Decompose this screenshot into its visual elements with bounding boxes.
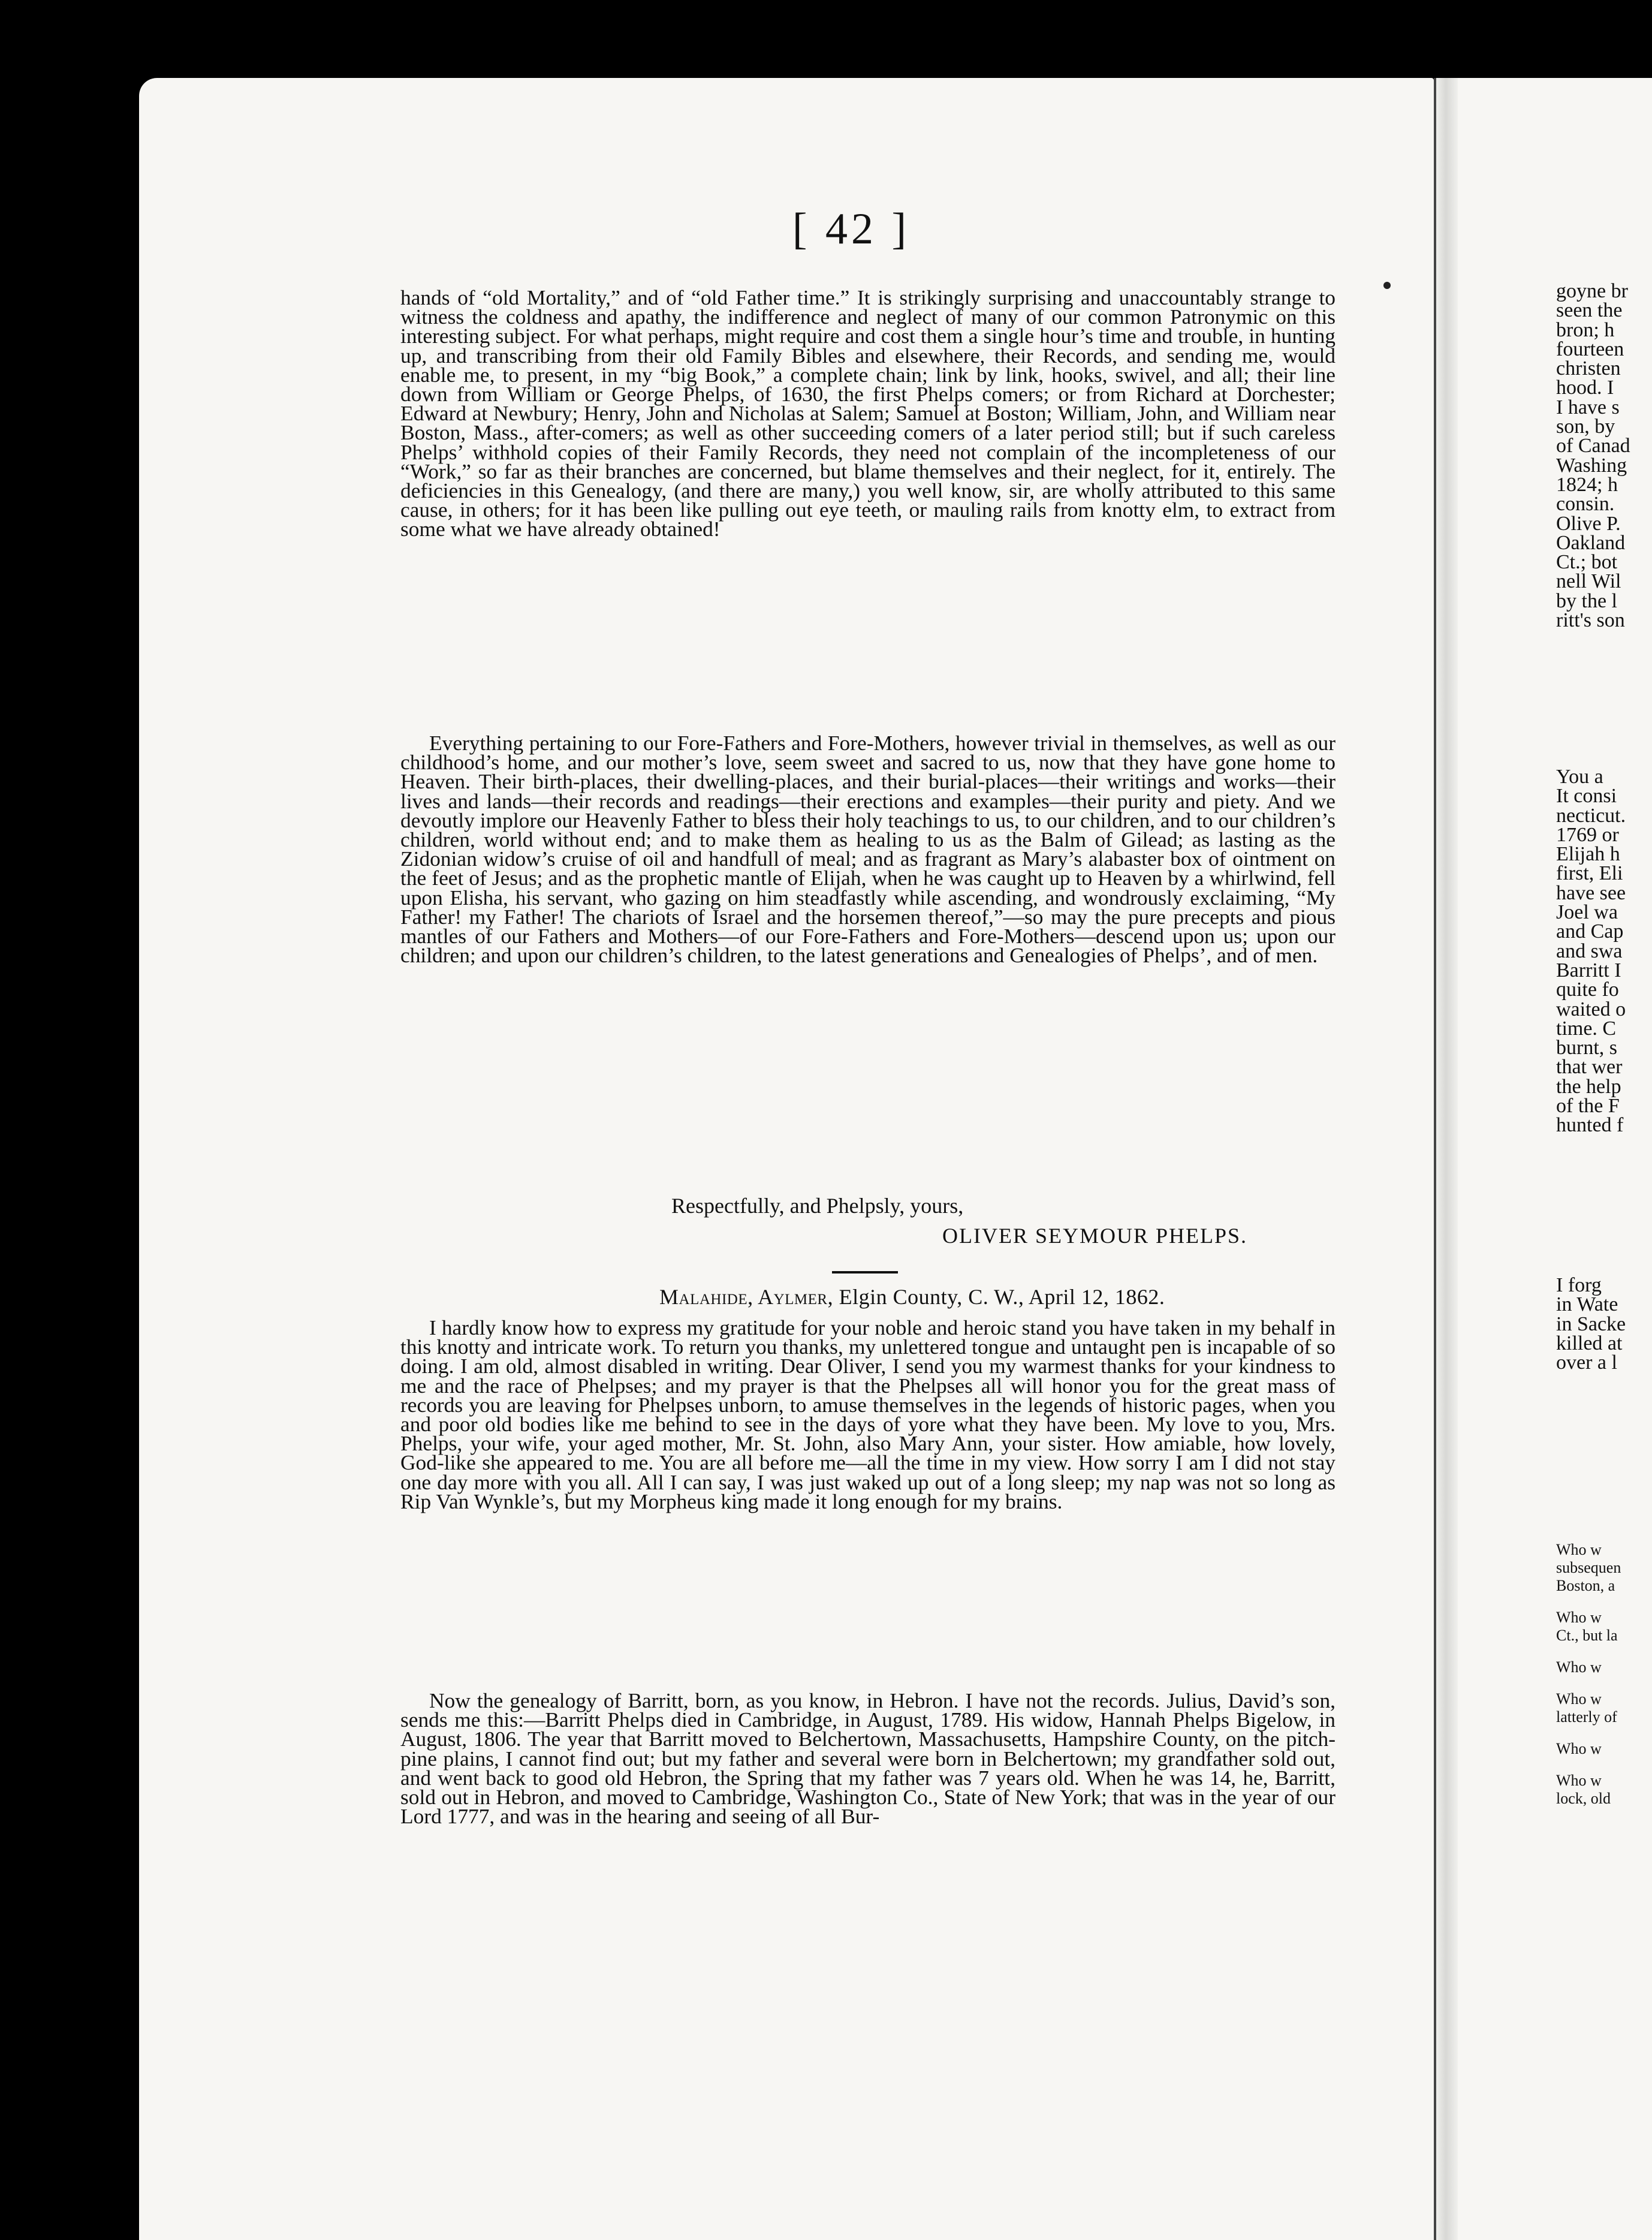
right-page-note [1556, 1740, 1652, 1758]
right-page-line: waited o [1556, 998, 1626, 1020]
right-page-note-line: Who w [1556, 1690, 1602, 1708]
right-page-line: Washing [1556, 454, 1627, 477]
right-page-line: ritt's son [1556, 609, 1625, 631]
paragraph-fore-fathers [400, 731, 1336, 968]
right-page-line: Joel wa [1556, 901, 1618, 924]
right-page-line: hunted f [1556, 1114, 1624, 1136]
right-page-line: and Cap [1556, 920, 1624, 943]
right-page-line: of Canad [1556, 435, 1630, 457]
right-page-line: the help [1556, 1075, 1621, 1098]
right-page-line: hood. I [1556, 377, 1614, 399]
gutter-shadow [1434, 78, 1436, 2240]
right-page-line: son, by [1556, 416, 1615, 438]
right-page-line: quite fo [1556, 979, 1619, 1001]
right-page-note-line: lock, old [1556, 1790, 1611, 1807]
paragraph-text: I hardly know how to express my gratitude for your noble and heroic stand you have taken in my behalf in this knotty and intricate work. To return you thanks, my unlettered tongue and untaught pen is incapable of so doing. I am old, almost disabled in writing. Dear Oliver, I send you my warmest thanks for your kindness to me and the race of Phelpses; and my prayer is that the Phelpses all will honor you for the great mass of records you are leaving for Phelpses unborn, to amuse themselves in the legends of historic pages, when you and poor old bodies like me behind to see in the days of yore what they have been. My love to you, Mrs. Phelps, your wife, your aged mother, Mr. St. John, also Mary Ann, your sister. How amiable, how lovely, God-like she appeared to me. You are all before me—all the time in my view. How sorry I am I did not stay one day more with you all. All I can say, I was just waked up out of a long sleep; my nap was not so long as Rip Van Wynkle’s, but my Morpheus king made it long enough for my brains. [400, 1315, 1336, 1513]
letter-closing: Respectfully, and Phelpsly, yours, [671, 1194, 964, 1218]
right-page-line: Elijah h [1556, 843, 1620, 866]
right-page-line: Oakland [1556, 531, 1626, 554]
right-page-line: Ct.; bot [1556, 551, 1618, 574]
right-page-line: Olive P. [1556, 512, 1621, 535]
right-page-note [1556, 1772, 1652, 1808]
right-page-note-line: Who w [1556, 1541, 1602, 1558]
right-page-note-line: Who w [1556, 1609, 1602, 1626]
right-page-note-line: subsequen [1556, 1559, 1621, 1576]
right-page-line: christen [1556, 357, 1621, 380]
letter-paragraph-gratitude [400, 1315, 1336, 1513]
right-page-note-line: latterly of [1556, 1708, 1617, 1726]
right-page-text-lower [1556, 1276, 1652, 1372]
right-page-line: It consi [1556, 785, 1617, 808]
letter-dateline [659, 1284, 1165, 1309]
right-page-note [1556, 1690, 1652, 1726]
right-page-line: fourteen [1556, 338, 1624, 360]
right-page-line: goyne br [1556, 282, 1628, 302]
section-rule [832, 1271, 898, 1273]
right-page-line: first, Eli [1556, 862, 1623, 885]
right-page-line: 1824; h [1556, 473, 1618, 496]
right-page-note [1556, 1541, 1652, 1595]
right-page-note-line: Ct., but la [1556, 1627, 1618, 1644]
dateline-rest: Elgin County, C. W., April 12, 1862. [839, 1285, 1165, 1309]
dateline-place: Malahide, Aylmer, [659, 1285, 834, 1309]
page-number: [ 42 ] [792, 204, 911, 254]
right-page-note-line: Who w [1556, 1772, 1602, 1789]
right-page-line: consin. [1556, 493, 1615, 516]
right-page-line: in Wate [1556, 1293, 1618, 1316]
right-page-line: nell Wil [1556, 570, 1621, 593]
right-page-note [1556, 1609, 1652, 1645]
right-page-line: Barritt I [1556, 959, 1621, 981]
paragraph-text: Everything pertaining to our Fore-Fathers and Fore-Mothers, however trivial in themselves, as well as our childhood’s home, and our mother’s love, seem sweet and sacred to us, now that they have gone home to Heaven. Their birth-places, their dwelling-places, and their burial-places—their writings and works—their lives and lands—their records and readings—their erections and examples—their purity and piety. And we devoutly implore our Heavenly Father to bless their holy teachings to us, to our children, and to our children’s children, world without end; and to make them as healing to us as the Balm of Gilead; as lasting as the Zidonian widow’s cruise of oil and handfull of meal; and as fragrant as Mary’s alabaster box of ointment on the feet of Jesus; and as the prophetic mantle of Elijah, when he was caught up to Heaven by a whirlwind, fell upon Elisha, his servant, who gazing on him steadfastly while ascending, and wondrously exclaiming, “My Father! my Father! The chariots of Israel and the horsemen thereof,”—so may the pure precepts and pious mantles of our Fathers and Mothers—of our Fore-Fathers and Fore-Mothers—descend upon us; upon our children; and upon our children’s children, to the latest generations and Genealogies of Phelps’, and of men. [400, 731, 1336, 968]
right-page-line: bron; h [1556, 318, 1615, 341]
right-page-line: I have s [1556, 396, 1620, 419]
right-page-line: by the l [1556, 589, 1617, 612]
right-page-line: seen the [1556, 299, 1623, 322]
right-page-line: killed at [1556, 1332, 1623, 1354]
right-page-line: and swa [1556, 940, 1623, 962]
right-page-note-line: Who w [1556, 1658, 1602, 1676]
right-page-line: of the F [1556, 1095, 1620, 1118]
letter-paragraph-genealogy-barritt [400, 1688, 1336, 1829]
right-page-note-line: Boston, a [1556, 1577, 1615, 1594]
right-page-line: I forg [1556, 1276, 1602, 1296]
signature: OLIVER SEYMOUR PHELPS. [942, 1224, 1248, 1248]
paragraph-text: hands of “old Mortality,” and of “old Father time.” It is strikingly surprising and unaccountably strange to witness the coldness and apathy, the indifference and neglect of many of our common Patronymic on this interesting subject. For what perhaps, might require and cost them a single hour’s time and trouble, in hunting up, and transcribing from their old Family Bibles and elsewhere, their Records, and sending me, would enable me, to present, in my “big Book,” a complete chain; link by link, hooks, swivel, and all; their line down from William or George Phelps, of 1630, the first Phelps comers; or from Richard at Dorchester; Edward at Newbury; Henry, John and Nicholas at Salem; Samuel at Boston; William, John, and William near Boston, Mass., after-comers; as well as other succeeding comers of a later period still; but if such careless Phelps’ withhold copies of their Family Records, they need not complain of the incompleteness of our “Work,” so far as their branches are concerned, but blame themselves and their neglect, for it, entirely. The deficiencies in this Genealogy, (and there are many,) you well know, sir, are wholly attributed to this same cause, in others; for it has been like pulling out eye teeth, or mauling rails from knotty elm, to extract from some what we have already obtained! [400, 285, 1336, 541]
right-page-line: You a [1556, 767, 1603, 788]
paragraph-text: Now the genealogy of Barritt, born, as you know, in Hebron. I have not the records. Julius, David’s son, sends me this:—Barritt Phelps died in Cambridge, in August, 1789. His widow, Hannah Phelps Bigelow, in August, 1806. The year that Barritt moved to Belchertown, Massachusetts, Hampshire County, on the pitch-pine plains, I cannot find out; but my father and several were born in Belchertown; my grandfather sold out, and went back to good old Hebron, the Spring that my father was 7 years old. When he was 14, he, Barritt, sold out in Hebron, and moved to Cambridge, Washington Co., State of New York; that was in the year of our Lord 1777, and was in the hearing and seeing of all Bur- [400, 1688, 1336, 1829]
right-page-line: in Sacke [1556, 1312, 1626, 1335]
right-page-line: time. C [1556, 1017, 1617, 1040]
right-page-line: 1769 or [1556, 823, 1619, 846]
book-gutter [1434, 78, 1458, 2240]
right-page-notes [1556, 1541, 1652, 1821]
paragraph-hands-of-old-mortality [400, 285, 1336, 541]
right-page-line: have see [1556, 881, 1626, 904]
right-page-line: that wer [1556, 1056, 1623, 1079]
right-page-text-middle [1556, 767, 1652, 1136]
right-page-text-top [1556, 282, 1652, 630]
right-page-note-line: Who w [1556, 1740, 1602, 1757]
ink-dot [1383, 282, 1391, 289]
right-page-note [1556, 1658, 1652, 1676]
right-page-line: over a l [1556, 1351, 1617, 1373]
right-page-line: burnt, s [1556, 1037, 1617, 1059]
right-page-line: necticut. [1556, 804, 1626, 827]
